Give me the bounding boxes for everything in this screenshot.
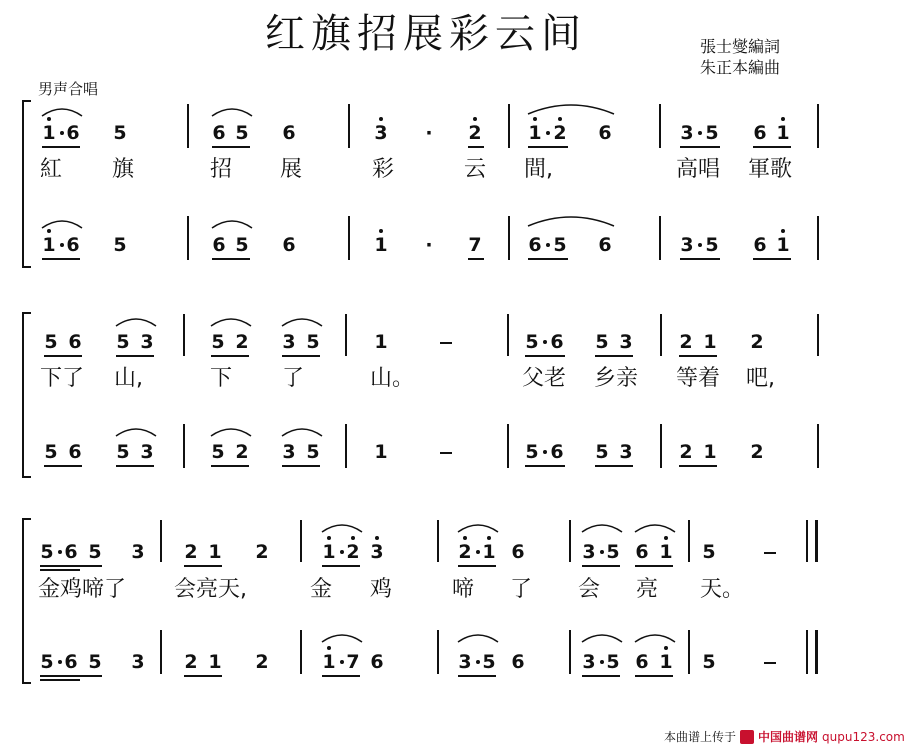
slur [210,216,254,230]
underline [679,355,717,357]
slur [580,630,624,644]
lyric: 天。 [700,577,745,602]
note: 1 [322,541,336,563]
lyric: 高唱 [676,157,721,182]
underline [211,355,249,357]
note: 1 [374,234,388,256]
underline [322,565,360,567]
note: 7 [468,234,482,256]
note: 6 [66,234,80,256]
barline [437,520,439,562]
slur [209,314,253,328]
note: 6 [64,651,78,673]
augmentation-dot [340,550,344,554]
underline [40,675,102,677]
lyric: 会亮天, [174,577,247,602]
slur [320,520,364,534]
note: 1 [482,541,496,563]
augmentation-dot [698,131,702,135]
note: 5 [705,234,719,256]
lyric: 紅 [40,157,63,182]
slur [280,424,324,438]
note: 6 [282,122,296,144]
note: 1 [374,441,388,463]
note: 6 [66,122,80,144]
note: 6 [370,651,384,673]
note: 5 [40,541,54,563]
lyricist-credit: 張士燮編詞 [700,37,781,56]
note: 1 [659,541,673,563]
slur [40,104,84,118]
sustain-dash [764,662,776,664]
note: 1 [659,651,673,673]
note: 3 [680,122,694,144]
note: 6 [753,122,767,144]
lyric: 吧, [746,366,775,391]
augmentation-dot [58,660,62,664]
underline [44,355,82,357]
augmentation-dot [543,340,547,344]
barline [508,216,510,260]
underline [40,565,102,567]
note: 1 [208,541,222,563]
note: 3 [140,441,154,463]
lyric: 云 [464,157,487,182]
note: 6 [550,331,564,353]
barline [817,104,819,148]
slur [526,212,616,228]
final-barline [815,630,818,674]
note: 5 [306,331,320,353]
augmentation-dot [698,243,702,247]
lyric: 山。 [370,366,415,391]
note: 3 [131,541,145,563]
lyric: 鸡 [370,577,393,602]
underline [635,675,673,677]
slur [320,630,364,644]
underline [582,565,620,567]
slur [114,314,158,328]
note: 6 [68,331,82,353]
note: 5 [211,331,225,353]
note: 5 [525,331,539,353]
augmentation-dot [60,243,64,247]
underline [635,565,673,567]
slur [456,630,500,644]
note: 2 [346,541,360,563]
underline [528,258,568,260]
underline [116,465,154,467]
lyric: 下了 [40,366,85,391]
note: 3 [131,651,145,673]
lyric: 軍歌 [748,157,793,182]
note: 5 [40,651,54,673]
underline [212,146,250,148]
barline [183,424,185,468]
lyric: 下 [210,366,233,391]
barline [348,216,350,260]
note: 3 [282,331,296,353]
note: 3 [282,441,296,463]
note: 2 [255,541,269,563]
slur [633,630,677,644]
footer-watermark [664,728,905,745]
note: 2 [468,122,482,144]
augmentation-dot [543,450,547,454]
note: 5 [211,441,225,463]
underline [40,569,80,571]
lyric: 亮 [636,577,659,602]
note: 2 [750,441,764,463]
lyric: 啼 [452,577,475,602]
part-label: 男声合唱 [38,80,99,98]
note: 5 [113,122,127,144]
note: 1 [42,234,56,256]
barline [348,104,350,148]
barline [569,520,571,562]
note: · [425,234,433,256]
augmentation-dot [600,660,604,664]
note: 5 [482,651,496,673]
note: 3 [619,331,633,353]
barline [437,630,439,674]
underline [212,258,250,260]
credits [700,36,780,78]
footer-text: 本曲谱上传于 [664,730,737,744]
note: 5 [44,331,58,353]
barline [160,630,162,674]
augmentation-dot [600,550,604,554]
underline [679,465,717,467]
underline [595,355,633,357]
note: 2 [255,651,269,673]
note: 1 [776,234,790,256]
underline [753,258,791,260]
note: 2 [235,331,249,353]
barline [345,314,347,356]
note: 6 [511,651,525,673]
lyric: 山, [114,366,143,391]
underline [184,675,222,677]
note: 6 [282,234,296,256]
sustain-dash [440,452,452,454]
underline [282,355,320,357]
site-name: 中国曲谱网 [758,730,819,744]
note: 6 [753,234,767,256]
note: 6 [635,651,649,673]
note: 5 [306,441,320,463]
barline [688,630,690,674]
barline [688,520,690,562]
note: 2 [679,441,693,463]
note: 5 [116,331,130,353]
barline [507,314,509,356]
lyric: 彩 [372,157,395,182]
note: 5 [525,441,539,463]
note: 7 [346,651,360,673]
lyric: 展 [280,157,303,182]
augmentation-dot [60,131,64,135]
lyric: 了 [282,366,305,391]
underline [42,146,80,148]
barline [300,520,302,562]
underline [753,146,791,148]
barline [345,424,347,468]
note: 5 [606,651,620,673]
slur [526,100,616,116]
underline [322,675,360,677]
final-barline [815,520,818,562]
underline [525,465,565,467]
slur [209,424,253,438]
barline [817,424,819,468]
underline [582,675,620,677]
lyric: 金 [310,577,333,602]
barline [806,630,808,674]
note: 5 [595,441,609,463]
note: 5 [702,651,716,673]
note: 3 [619,441,633,463]
augmentation-dot [340,660,344,664]
slur [633,520,677,534]
augmentation-dot [58,550,62,554]
barline [507,424,509,468]
barline [817,216,819,260]
note: 1 [703,331,717,353]
barline [187,104,189,148]
lyric: 了 [510,577,533,602]
note: 5 [553,234,567,256]
barline [817,314,819,356]
note: 6 [511,541,525,563]
sustain-dash [440,342,452,344]
note: 3 [458,651,472,673]
lyric: 旗 [112,157,135,182]
note: 5 [113,234,127,256]
note: 1 [42,122,56,144]
note: 2 [458,541,472,563]
song-title: 红旗招展彩云间 [265,11,587,57]
barline [160,520,162,562]
underline [458,565,496,567]
note: 6 [64,541,78,563]
underline [42,258,80,260]
barline [187,216,189,260]
note: 1 [776,122,790,144]
underline [680,146,720,148]
underline [40,679,80,681]
lyric: 乡亲 [594,366,639,391]
augmentation-dot [546,243,550,247]
note: 3 [680,234,694,256]
barline [660,314,662,356]
slur [40,216,84,230]
note: 2 [184,651,198,673]
lyric: 招 [210,157,233,182]
note: 6 [212,234,226,256]
slur [114,424,158,438]
underline [458,675,496,677]
barline [660,424,662,468]
note: 1 [528,122,542,144]
note: 2 [184,541,198,563]
lyric: 父老 [522,366,567,391]
sustain-dash [764,552,776,554]
note: 5 [116,441,130,463]
note: 5 [705,122,719,144]
note: 5 [595,331,609,353]
underline [468,146,484,148]
underline [595,465,633,467]
slur [210,104,254,118]
note: 2 [235,441,249,463]
underline [468,258,484,260]
note: 3 [140,331,154,353]
note: 5 [88,651,102,673]
site-logo-icon [740,730,754,744]
barline [659,104,661,148]
note: 1 [322,651,336,673]
note: 6 [550,441,564,463]
underline [525,355,565,357]
note: 6 [68,441,82,463]
augmentation-dot [546,131,550,135]
note: 6 [212,122,226,144]
slur [580,520,624,534]
underline [116,355,154,357]
note: 5 [44,441,58,463]
note: 3 [582,541,596,563]
note: 6 [598,122,612,144]
note: 1 [374,331,388,353]
note: 3 [370,541,384,563]
barline [183,314,185,356]
note: 5 [702,541,716,563]
lyric: 金鸡啼了 [38,577,127,602]
underline [528,146,568,148]
note: 2 [750,331,764,353]
note: · [425,122,433,144]
underline [184,565,222,567]
note: 5 [235,122,249,144]
barline [508,104,510,148]
barline [659,216,661,260]
underline [282,465,320,467]
note: 5 [606,541,620,563]
note: 2 [679,331,693,353]
slur [280,314,324,328]
barline [300,630,302,674]
lyric: 間, [524,157,553,182]
barline [806,520,808,562]
note: 5 [88,541,102,563]
underline [680,258,720,260]
note: 3 [582,651,596,673]
note: 5 [235,234,249,256]
note: 6 [528,234,542,256]
note: 2 [553,122,567,144]
barline [569,630,571,674]
slur [456,520,500,534]
note: 6 [635,541,649,563]
lyric: 等着 [676,366,721,391]
site-url: qupu123.com [822,729,905,744]
note: 3 [374,122,388,144]
underline [44,465,82,467]
system-bracket [22,312,31,478]
system-bracket [22,518,31,684]
lyric: 会 [578,577,601,602]
note: 6 [598,234,612,256]
augmentation-dot [476,550,480,554]
system-bracket [22,100,31,268]
note: 1 [703,441,717,463]
composer-credit: 朱正本編曲 [700,58,781,77]
augmentation-dot [476,660,480,664]
note: 1 [208,651,222,673]
underline [211,465,249,467]
